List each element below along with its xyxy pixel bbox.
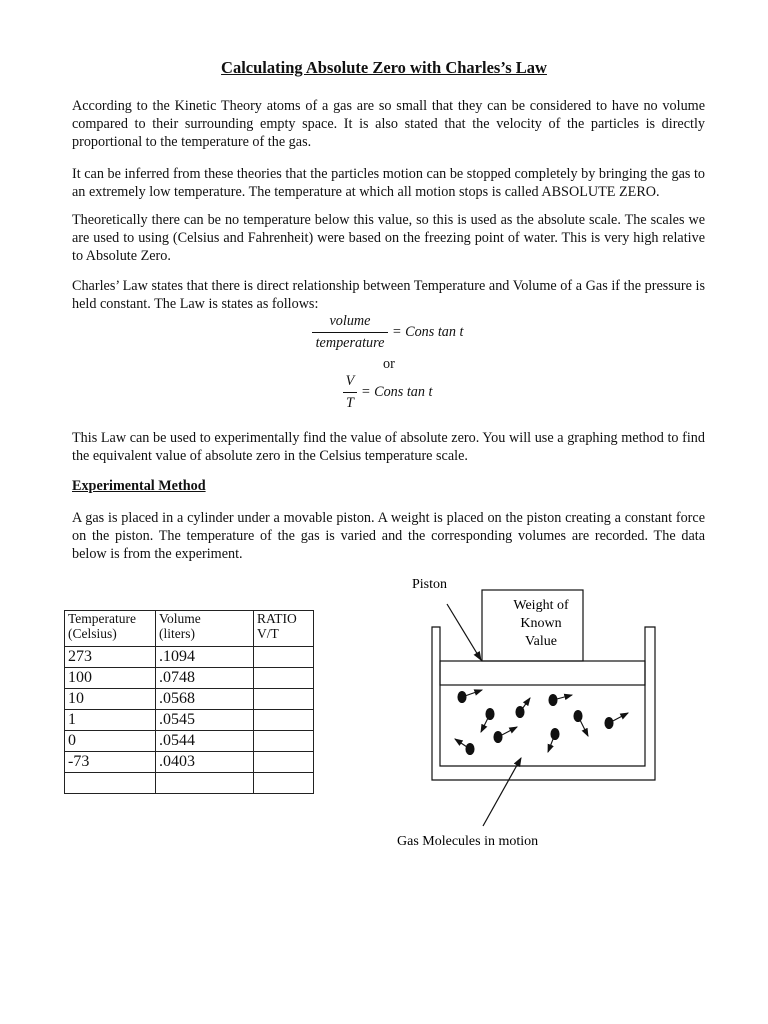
piston-label: Piston [412, 577, 448, 592]
formula1-denominator: temperature [315, 335, 385, 351]
header-temperature: Temperature (Celsius) [65, 611, 156, 647]
motion-arrow-icon [498, 727, 517, 737]
motion-arrow-icon [609, 713, 628, 723]
cell-volume: .0544 [156, 731, 254, 752]
motion-arrow-icon [578, 716, 588, 736]
cell-temperature: 1 [65, 710, 156, 731]
cell-volume: .1094 [156, 647, 254, 668]
formula1-numerator: volume [329, 313, 371, 329]
gas-molecules-label: Gas Molecules in motion [397, 834, 539, 849]
cell-volume: .0403 [156, 752, 254, 773]
weight-label-line1: Weight of [513, 598, 569, 613]
cell-temperature: 10 [65, 689, 156, 710]
gas-label-arrow [483, 758, 521, 826]
motion-arrow-icon [481, 714, 490, 732]
paragraph-experiment-description: A gas is placed in a cylinder under a movable piston. A weight is placed on the piston creating a constant force on the piston. The temperature of the gas is varied and the corresponding volumes are recorded. The data below is from the experiment. [72, 510, 705, 562]
paragraph-absolute-zero: It can be inferred from these theories that the particles motion can be stopped completely by bringing the gas to an extremely low temperature. The temperature at which all motion stops is called ABSOLUTE ZERO. [72, 166, 705, 200]
paragraph-kinetic-theory: According to the Kinetic Theory atoms of a gas are so small that they can be considered to have no volume compared to their surrounding empty space. It is also stated that the velocity of the particles is directly proportional to the temperature of the gas. [72, 98, 705, 150]
cylinder-outer [432, 627, 655, 780]
cell-temperature: -73 [65, 752, 156, 773]
paragraph-scales: Theoretically there can be no temperature below this value, so this is used as the absolute scale. The scales we are used to using (Celsius and Fahrenheit) were based on the freezing point of water. This is very high relative to Absolute Zero. [72, 212, 705, 264]
weight-label-line3: Value [525, 634, 557, 649]
gas-molecules [455, 690, 628, 755]
paragraph-charles-law: Charles’ Law states that there is direct relationship between Temperature and Volume of a Gas if the pressure is held constant. The Law is states as follows: [72, 278, 705, 312]
cell-temperature: 100 [65, 668, 156, 689]
motion-arrow-icon [520, 698, 530, 712]
header-ratio: RATIO V/T [254, 611, 314, 647]
cell-temperature: 273 [65, 647, 156, 668]
cell-volume: .0545 [156, 710, 254, 731]
page-title: Calculating Absolute Zero with Charles’s Law [221, 58, 547, 77]
formula-or: or [383, 356, 395, 372]
formula2-numerator: V [345, 373, 355, 389]
cell-volume: .0568 [156, 689, 254, 710]
cell-volume: .0748 [156, 668, 254, 689]
formula1-rhs: = Cons tan t [392, 324, 464, 340]
header-volume: Volume (liters) [156, 611, 254, 647]
weight-label-line2: Known [520, 616, 562, 631]
formula2-denominator: T [346, 395, 354, 411]
formula2-rhs: = Cons tan t [361, 384, 433, 400]
piston-label-arrow [447, 604, 481, 660]
piston [440, 661, 645, 685]
paragraph-graphing-method: This Law can be used to experimentally find the value of absolute zero. You will use a graphing method to find the equivalent value of absolute zero in the Celsius temperature scale. [72, 430, 705, 464]
cell-temperature: 0 [65, 731, 156, 752]
section-heading-experimental-method: Experimental Method [72, 478, 206, 494]
